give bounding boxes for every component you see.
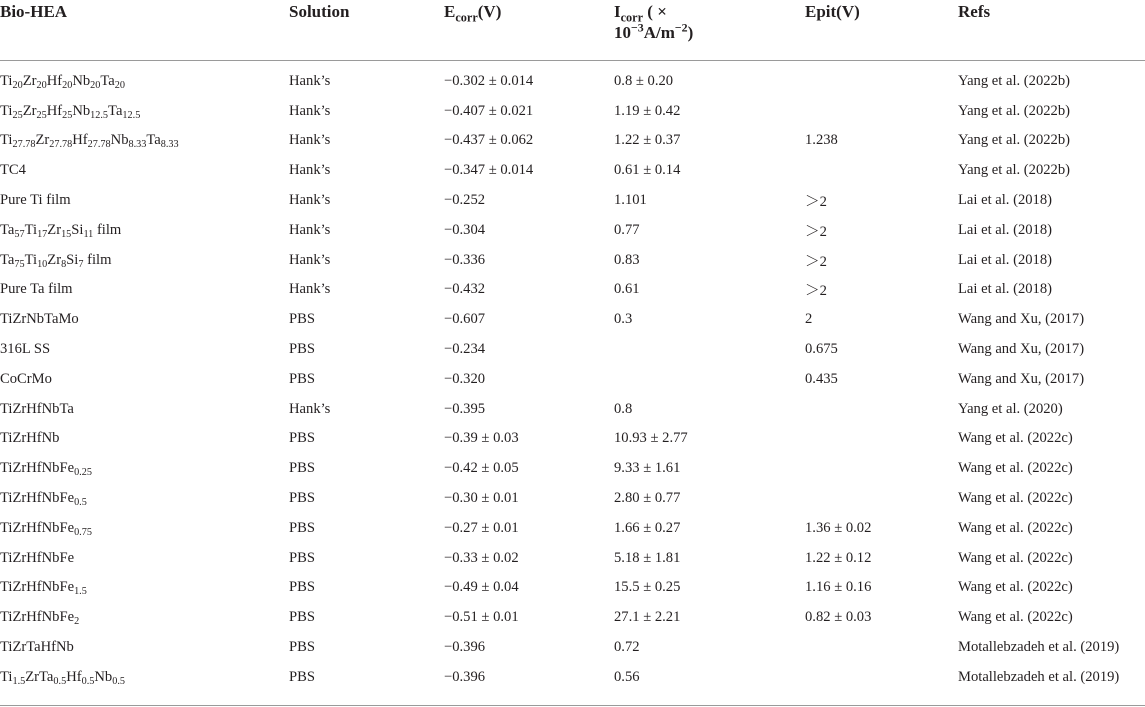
- table-row: [0, 215, 1145, 245]
- cell-alloy: $Ta_{57}Ti_{17}Zr_{15}Si_{11}$ film: [0, 221, 122, 240]
- cell-ref: Wang and Xu, (2017): [958, 370, 1085, 387]
- cell-ecorr: −0.33 ± 0.02: [444, 549, 519, 566]
- cell-icorr: 10.93 ± 2.77: [614, 430, 688, 447]
- table-row: [0, 335, 1145, 365]
- table-row: [0, 245, 1145, 275]
- table-row: [0, 513, 1145, 543]
- cell-ref: Wang and Xu, (2017): [958, 341, 1085, 358]
- cell-ref: Wang et al. (2022c): [958, 430, 1073, 447]
- cell-alloy: 316L SS: [0, 341, 51, 358]
- cell-epit: [805, 484, 958, 514]
- cell-alloy: TiZrNbTaMo: [0, 311, 79, 328]
- cell-solution: Hank’s: [289, 221, 331, 238]
- cell-ref: Yang et al. (2022b): [958, 162, 1071, 179]
- table-row: [0, 275, 1145, 305]
- table-row: [0, 60, 1145, 96]
- cell-alloy: $Ti_{1.5}ZrTa_{0.5}Hf_{0.5}Nb_{0.5}$: [0, 668, 125, 687]
- cell-epit: ＞2: [805, 283, 827, 300]
- table-row: [0, 662, 1145, 692]
- cell-epit: 1.22 ± 0.12: [805, 549, 872, 566]
- cell-solution: PBS: [289, 519, 315, 536]
- cell-ref: Yang et al. (2022b): [958, 132, 1071, 149]
- cell-ecorr: −0.396: [444, 668, 486, 685]
- cell-ecorr: −0.42 ± 0.05: [444, 460, 519, 477]
- table-row: [0, 454, 1145, 484]
- cell-alloy: TiZrTaHfNb: [0, 639, 74, 656]
- cell-icorr: 0.56: [614, 668, 640, 685]
- cell-ref: Yang et al. (2020): [958, 400, 1063, 417]
- table-row: [0, 633, 1145, 663]
- table-row: [0, 96, 1145, 126]
- cell-solution: Hank’s: [289, 162, 331, 179]
- cell-icorr: [614, 364, 805, 394]
- cell-epit: [805, 454, 958, 484]
- table-row: [0, 484, 1145, 514]
- cell-solution: PBS: [289, 430, 315, 447]
- cell-epit: [805, 633, 958, 663]
- cell-ecorr: −0.252: [444, 192, 486, 209]
- header-refs: Refs: [958, 2, 991, 21]
- cell-ecorr: −0.607: [444, 311, 486, 328]
- cell-epit: 1.238: [805, 132, 838, 149]
- cell-epit: 0.675: [805, 341, 838, 358]
- cell-icorr: 1.19 ± 0.42: [614, 102, 681, 119]
- cell-icorr: 0.83: [614, 251, 640, 268]
- cell-alloy: TC4: [0, 162, 26, 179]
- cell-icorr: 1.101: [614, 192, 647, 209]
- cell-alloy: Pure Ti film: [0, 192, 71, 209]
- cell-alloy: $Ta_{75}Ti_{10}Zr_8Si_7$ film: [0, 251, 112, 270]
- cell-alloy: TiZrHfNbFe: [0, 549, 75, 566]
- cell-alloy: $Ti_{20}Zr_{20}Hf_{20}Nb_{20}Ta_{20}$: [0, 72, 125, 91]
- header-ecorr: $E_{corr}(V)$: [444, 2, 502, 25]
- cell-ref: Wang et al. (2022c): [958, 549, 1073, 566]
- cell-alloy: TiZrHfNbFe$_{0.5}$: [0, 490, 87, 509]
- cell-ecorr: −0.320: [444, 370, 486, 387]
- cell-solution: Hank’s: [289, 72, 331, 89]
- cell-alloy: TiZrHfNbFe$_2$: [0, 609, 80, 628]
- cell-solution: PBS: [289, 609, 315, 626]
- cell-icorr: 2.80 ± 0.77: [614, 490, 681, 507]
- header-bio-hea: Bio-HEA: [0, 2, 68, 21]
- cell-alloy: TiZrHfNbFe$_{0.25}$: [0, 460, 92, 479]
- cell-ref: Yang et al. (2022b): [958, 102, 1071, 119]
- cell-ecorr: −0.234: [444, 341, 486, 358]
- table-row: [0, 424, 1145, 454]
- cell-icorr: 0.8 ± 0.20: [614, 72, 674, 89]
- cell-ref: Wang et al. (2022c): [958, 609, 1073, 626]
- cell-icorr: 0.61: [614, 281, 640, 298]
- table-header: [0, 0, 1145, 60]
- cell-solution: PBS: [289, 370, 315, 387]
- cell-ref: Motallebzadeh et al. (2019): [958, 668, 1120, 685]
- table-row: [0, 364, 1145, 394]
- cell-ecorr: −0.396: [444, 639, 486, 656]
- cell-ref: Wang et al. (2022c): [958, 460, 1073, 477]
- cell-icorr: 9.33 ± 1.61: [614, 460, 681, 477]
- cell-solution: PBS: [289, 460, 315, 477]
- cell-epit: ＞2: [805, 253, 827, 270]
- cell-solution: Hank’s: [289, 192, 331, 209]
- cell-ref: Wang et al. (2022c): [958, 579, 1073, 596]
- cell-ref: Yang et al. (2022b): [958, 72, 1071, 89]
- header-icorr: $I_{corr}$ ( × $10^{-3}A/m^{-2}$): [614, 2, 694, 42]
- cell-icorr: 1.66 ± 0.27: [614, 519, 681, 536]
- cell-epit: [805, 156, 958, 186]
- cell-icorr: 0.3: [614, 311, 633, 328]
- cell-alloy: TiZrHfNbFe$_{1.5}$: [0, 579, 87, 598]
- cell-ref: Lai et al. (2018): [958, 281, 1053, 298]
- cell-ecorr: −0.407 ± 0.021: [444, 102, 534, 119]
- cell-solution: PBS: [289, 549, 315, 566]
- cell-icorr: 27.1 ± 2.21: [614, 609, 681, 626]
- cell-ref: Wang and Xu, (2017): [958, 311, 1085, 328]
- cell-ecorr: −0.336: [444, 251, 486, 268]
- cell-solution: Hank’s: [289, 400, 331, 417]
- cell-alloy: $Ti_{25}Zr_{25}Hf_{25}Nb_{12.5}Ta_{12.5}$: [0, 102, 141, 121]
- bottom-divider: [0, 705, 1145, 706]
- cell-ecorr: −0.302 ± 0.014: [444, 72, 534, 89]
- cell-ecorr: −0.347 ± 0.014: [444, 162, 534, 179]
- cell-alloy: TiZrHfNbFe$_{0.75}$: [0, 519, 92, 538]
- cell-ecorr: −0.304: [444, 221, 486, 238]
- cell-ecorr: −0.49 ± 0.04: [444, 579, 519, 596]
- cell-solution: Hank’s: [289, 251, 331, 268]
- cell-alloy: Pure Ta film: [0, 281, 73, 298]
- cell-ref: Wang et al. (2022c): [958, 519, 1073, 536]
- table-row: [0, 156, 1145, 186]
- cell-solution: PBS: [289, 579, 315, 596]
- cell-epit: [805, 424, 958, 454]
- cell-epit: 1.16 ± 0.16: [805, 579, 872, 596]
- cell-alloy: TiZrHfNb: [0, 430, 60, 447]
- cell-ecorr: −0.27 ± 0.01: [444, 519, 519, 536]
- cell-solution: Hank’s: [289, 102, 331, 119]
- cell-ecorr: −0.437 ± 0.062: [444, 132, 534, 149]
- cell-ref: Wang et al. (2022c): [958, 490, 1073, 507]
- cell-icorr: 5.18 ± 1.81: [614, 549, 681, 566]
- cell-solution: Hank’s: [289, 281, 331, 298]
- cell-epit: 2: [805, 311, 813, 328]
- cell-epit: 0.82 ± 0.03: [805, 609, 872, 626]
- table-row: [0, 543, 1145, 573]
- cell-icorr: 0.61 ± 0.14: [614, 162, 681, 179]
- cell-epit: ＞2: [805, 194, 827, 211]
- cell-alloy: TiZrHfNbTa: [0, 400, 74, 417]
- cell-solution: Hank’s: [289, 132, 331, 149]
- cell-alloy: $Ti_{27.78}Zr_{27.78}Hf_{27.78}Nb_{8.33}Ta_{8.33}$: [0, 132, 179, 151]
- cell-solution: PBS: [289, 639, 315, 656]
- cell-icorr: 15.5 ± 0.25: [614, 579, 681, 596]
- cell-solution: PBS: [289, 341, 315, 358]
- cell-ref: Motallebzadeh et al. (2019): [958, 639, 1120, 656]
- cell-icorr: [614, 335, 805, 365]
- cell-solution: PBS: [289, 311, 315, 328]
- cell-epit: [805, 662, 958, 692]
- cell-epit: [805, 60, 958, 96]
- table-row: [0, 305, 1145, 335]
- table-row: [0, 573, 1145, 603]
- table-row: [0, 394, 1145, 424]
- cell-solution: PBS: [289, 668, 315, 685]
- cell-alloy: CoCrMo: [0, 370, 52, 387]
- cell-icorr: 0.8: [614, 400, 633, 417]
- table-body: [0, 60, 1145, 692]
- cell-epit: 0.435: [805, 370, 838, 387]
- cell-ecorr: −0.432: [444, 281, 486, 298]
- cell-ecorr: −0.30 ± 0.01: [444, 490, 519, 507]
- cell-epit: ＞2: [805, 223, 827, 240]
- header-solution: Solution: [289, 2, 350, 21]
- cell-epit: [805, 394, 958, 424]
- cell-epit: 1.36 ± 0.02: [805, 519, 872, 536]
- table-row: [0, 126, 1145, 156]
- cell-epit: [805, 96, 958, 126]
- cell-solution: PBS: [289, 490, 315, 507]
- table-row: [0, 186, 1145, 216]
- cell-ecorr: −0.395: [444, 400, 486, 417]
- cell-ref: Lai et al. (2018): [958, 221, 1053, 238]
- header-row: [0, 0, 1145, 60]
- cell-icorr: 0.72: [614, 639, 640, 656]
- cell-ref: Lai et al. (2018): [958, 192, 1053, 209]
- cell-icorr: 1.22 ± 0.37: [614, 132, 681, 149]
- cell-icorr: 0.77: [614, 221, 640, 238]
- table-row: [0, 603, 1145, 633]
- cell-ecorr: −0.39 ± 0.03: [444, 430, 519, 447]
- cell-ref: Lai et al. (2018): [958, 251, 1053, 268]
- header-epit: Epit(V): [805, 2, 860, 21]
- cell-ecorr: −0.51 ± 0.01: [444, 609, 519, 626]
